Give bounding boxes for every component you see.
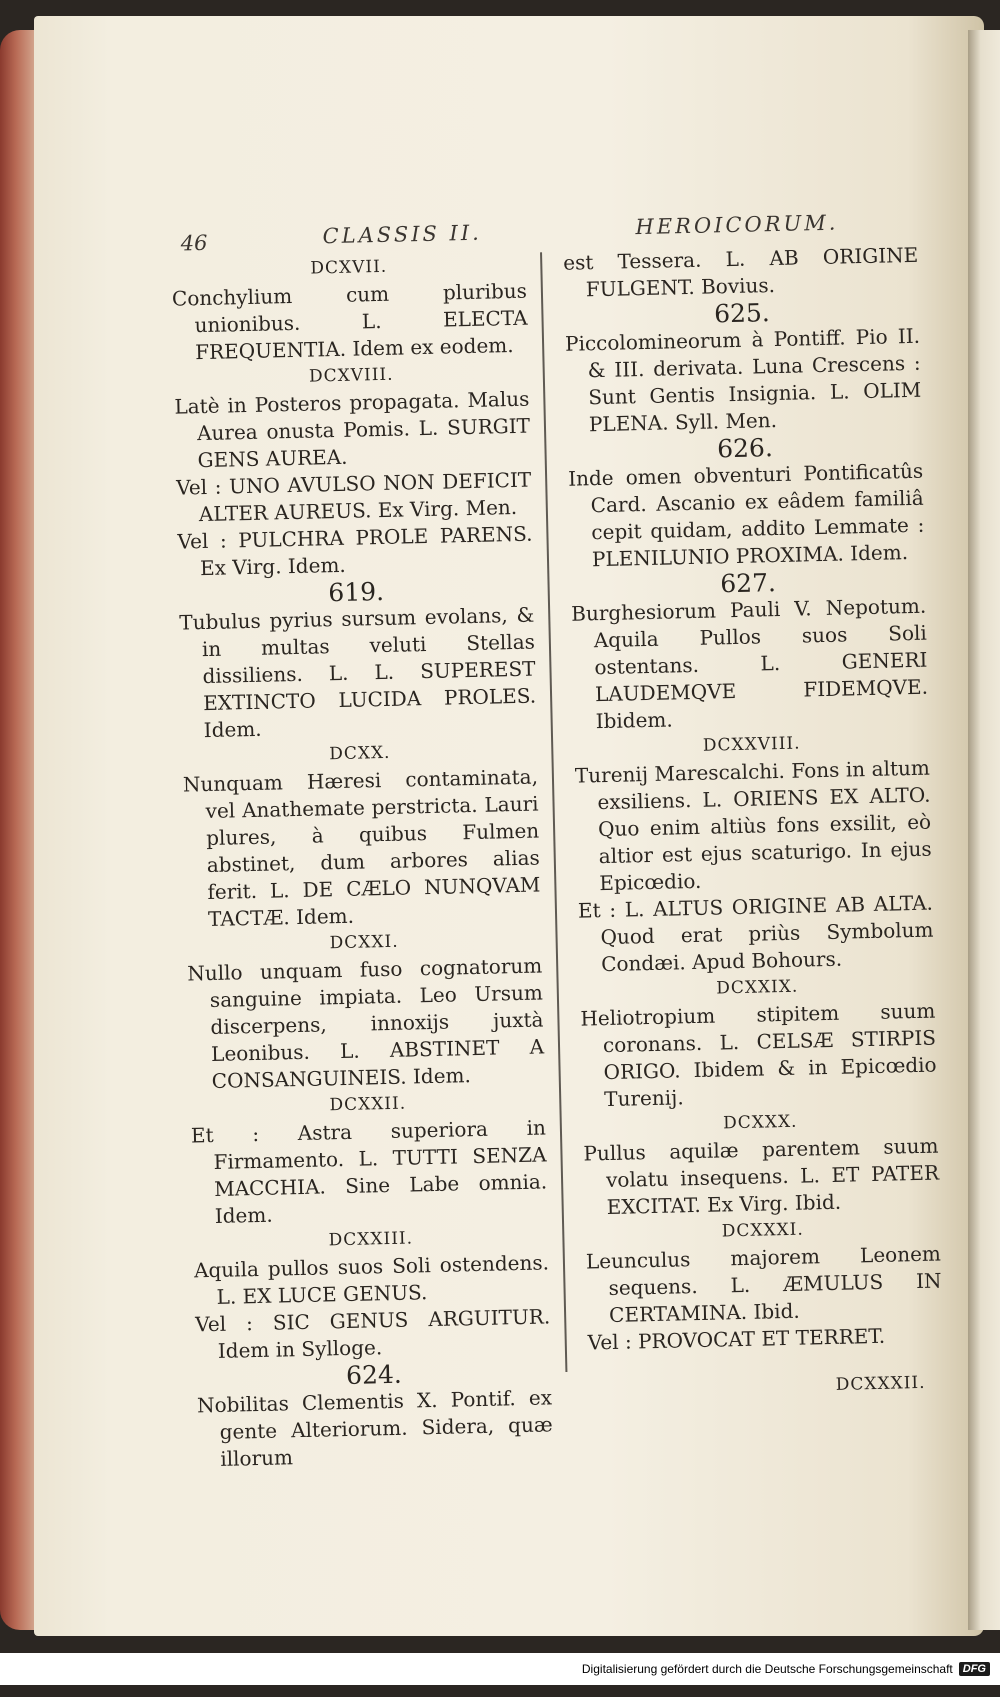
emblem-entry: Nullo unquam fuso cognatorum sanguine impiata. Leo Ursum discerpens, innoxijs juxtà Leonibus. L. ABSTINET A CONSANGUINEIS. Idem. xyxy=(187,953,545,1093)
entry-number: 619. xyxy=(328,576,385,608)
emblem-entry: Vel : PROVOCAT ET TERRET. xyxy=(587,1323,886,1355)
entry-number: DCXX. xyxy=(329,742,391,765)
emblem-entry: Et : Astra superiora in Firmamento. L. TUTTI SENZA MACCHIA. Sine Labe omnia. Idem. xyxy=(190,1115,548,1228)
emblem-entry: Conchylium cum pluribus unionibus. L. ELECTA FREQUENTIA. Idem ex eodem. xyxy=(171,278,528,365)
dfg-logo: DFG xyxy=(959,1662,990,1676)
entry-number: DCXVII. xyxy=(310,256,388,279)
emblem-entry: Vel : SIC GENUS ARGUITUR. Idem in Sylloge. xyxy=(194,1304,551,1363)
entry-number: DCXXIII. xyxy=(328,1228,414,1251)
footer-bar xyxy=(0,1653,1000,1685)
emblem-entry: Turenij Marescalchi. Fons in altum exsiliens. L. ORIENS EX ALTO. Quo enim altiùs fons exsilit, eò altior est ejus scaturigo. In ejus Epicœdio. xyxy=(574,755,932,896)
emblem-entry: Et : L. ALTUS ORIGINE AB ALTA. Quod erat priùs Symbolum Condæi. Apud Bohours. xyxy=(577,890,934,977)
entry-number: DCXVIII. xyxy=(308,364,394,387)
entry-number: 627. xyxy=(719,568,777,599)
running-title-left: CLASSIS II. xyxy=(322,220,483,249)
emblem-entry: Vel : UNO AVULSO NON DEFICIT ALTER AUREUS. Ex Virg. Men. xyxy=(175,467,532,527)
emblem-entry: Tubulus pyrius sursum evolans, & in multas veluti Stellas dissiliens. L. L. SUPEREST EXTINCTO LUCIDA PROLES. Idem. xyxy=(179,602,537,743)
emblem-entry: Leunculus majorem Leonem sequens. L. ÆMULUS IN CERTAMINA. Ibid. xyxy=(585,1241,942,1328)
emblem-entry: Nobilitas Clementis X. Pontif. ex gente Alteriorum. Sidera, quæ illorum xyxy=(196,1385,553,1471)
entry-number: DCXXVIII. xyxy=(702,733,801,756)
catchword: DCXXXII. xyxy=(835,1372,926,1395)
emblem-entry: Inde omen obventuri Pontificatûs Card. Ascanio ex eâdem familiâ cepit quidam, addito Lemmate : PLENILUNIO PROXIMA. Idem. xyxy=(567,458,925,572)
left-column xyxy=(171,251,553,1474)
entry-number: DCXXIX. xyxy=(715,976,799,999)
footer-text: Digitalisierung gefördert durch die Deutsche Forschungsgemeinschaft xyxy=(581,1662,953,1676)
emblem-entry: Nunquam Hæresi contaminata, vel Anathemate perstricta. Lauri plures, à quibus Fulmen abstinet, dum arbores alias ferit. L. DE CÆLO NUNQVAM TACTÆ. Idem. xyxy=(182,764,541,932)
emblem-entry: Latè in Posteros propagata. Malus Aurea onusta Pomis. L. SURGIT GENS AUREA. xyxy=(174,386,531,473)
emblem-entry: Burghesiorum Pauli V. Nepotum. Aquila Pullos suos Soli ostentans. L. GENERI LAUDEMQVE FIDEMQVE. Ibidem. xyxy=(570,593,929,734)
entry-number: 624. xyxy=(345,1359,403,1391)
entry-number: DCXXX. xyxy=(722,1111,798,1134)
emblem-entry: Pullus aquilæ parentem suum volatu insequens. L. ET PATER EXCITAT. Ex Virg. Ibid. xyxy=(583,1133,940,1220)
emblem-entry: Vel : PULCHRA PROLE PARENS. Ex Virg. Idem. xyxy=(177,521,533,581)
emblem-entry: Piccolomineorum à Pontiff. Pio II. & III. derivata. Luna Crescens : Sunt Gentis Insignia. L. OLIM PLENA. Syll. Men. xyxy=(564,323,922,437)
entry-number: DCXXI. xyxy=(329,931,399,954)
emblem-entry: Heliotropium stipitem suum coronans. L. CELSÆ STIRPIS ORIGO. Ibidem & in Epicœdio Turenij. xyxy=(580,998,937,1112)
entry-number: DCXXII. xyxy=(329,1093,407,1116)
emblem-entry: est Tessera. L. AB ORIGINE FULGENT. Bovius. xyxy=(562,242,919,302)
entry-number: DCXXXI. xyxy=(721,1219,805,1242)
entry-number: 626. xyxy=(716,433,774,464)
right-column xyxy=(563,242,943,1357)
entry-number: 625. xyxy=(713,298,771,329)
emblem-entry: Aquila pullos suos Soli ostendens. L. EX LUCE GENUS. xyxy=(193,1250,550,1309)
page-number: 46 xyxy=(180,230,208,256)
running-title-right: HEROICORUM. xyxy=(635,210,839,240)
